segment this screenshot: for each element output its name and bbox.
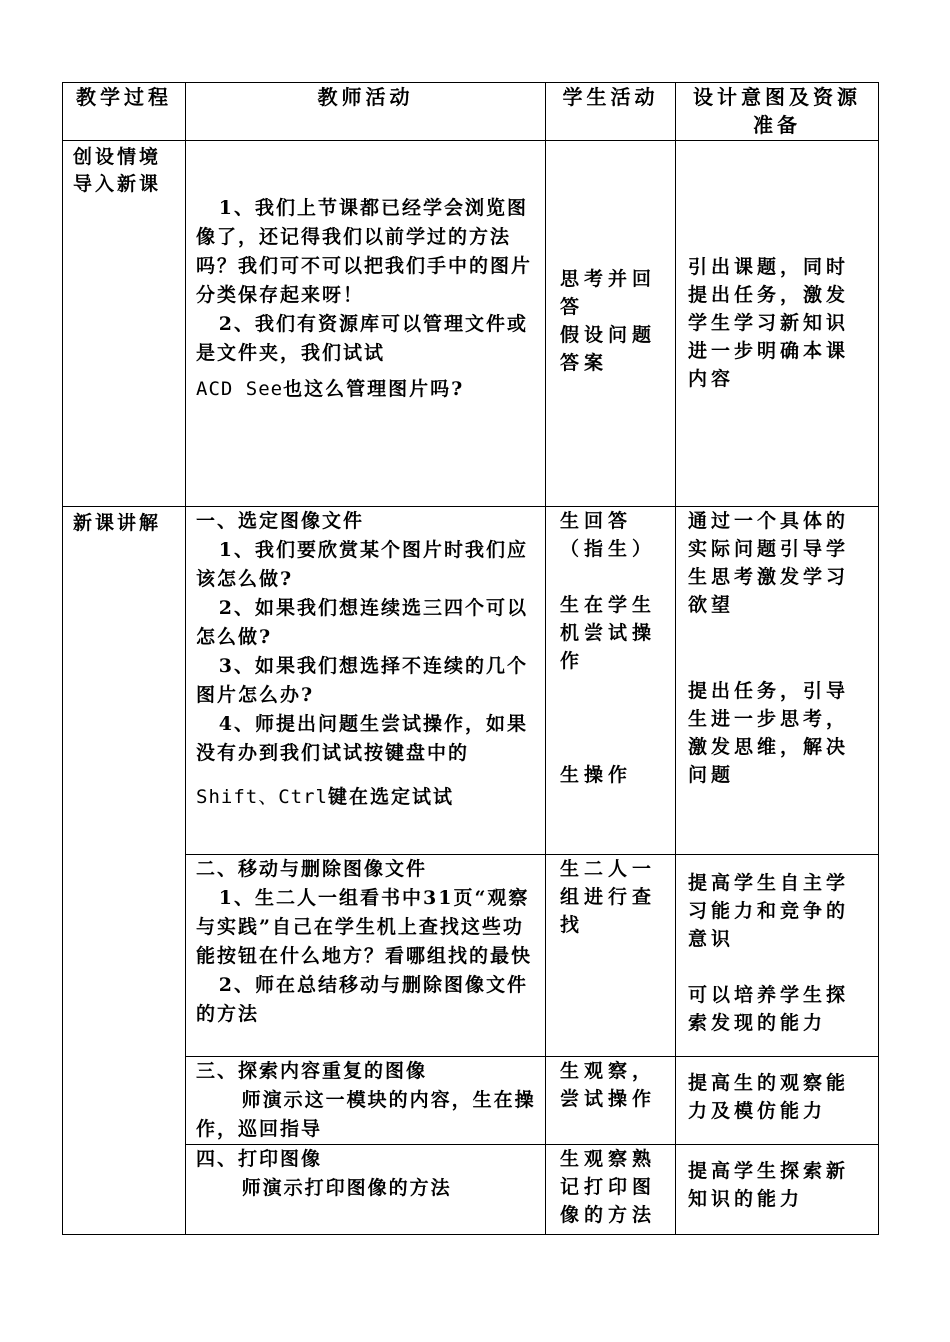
table-row-move-delete [63, 855, 879, 1057]
student-activity-move [546, 855, 676, 1057]
design-text: 通过一个具体的实际问题引导学生思考激发学习欲望 [688, 510, 850, 616]
teacher-para [196, 710, 537, 826]
design-print [676, 1145, 879, 1235]
header-student: 学生活动 [546, 83, 676, 141]
teacher-title: 三、探索内容重复的图像 [196, 1060, 428, 1082]
teacher-para: 2、师在总结移动与删除图像文件的方法 [196, 974, 529, 1025]
teacher-text: 也这么管理图片吗? [283, 378, 465, 400]
teacher-activity-move [186, 855, 546, 1057]
header-teacher: 教师活动 [186, 83, 546, 141]
teacher-title: 二、移动与删除图像文件 [196, 858, 428, 880]
table-row-duplicate [63, 1057, 879, 1145]
design-text: 可以培养学生探索发现的能力 [688, 984, 850, 1034]
student-text: 生操作 [560, 764, 633, 786]
design-text: 提出任务，引导生进一步思考，激发思维，解决问题 [688, 680, 850, 786]
design-text: 提高生的观察能力及模仿能力 [688, 1072, 850, 1122]
lesson-plan-table [62, 82, 879, 1235]
table-row-intro [63, 141, 879, 507]
student-activity-duplicate [546, 1057, 676, 1145]
student-activity-print [546, 1145, 676, 1235]
header-row [63, 83, 879, 141]
student-text: 生回答（指生） [560, 510, 657, 560]
teacher-para: 2、如果我们想连续选三四个可以怎么做? [196, 597, 529, 648]
stage-new-lesson: 新课讲解 [63, 507, 186, 1235]
header-process: 教学过程 [63, 83, 186, 141]
student-text: 生观察熟记打印图像的方法 [560, 1148, 657, 1226]
table-row-print [63, 1145, 879, 1235]
header-design: 设计意图及资源准备 [676, 83, 879, 141]
teacher-activity-select [186, 507, 546, 855]
student-text: 生在学生机尝试操作 [560, 594, 657, 672]
design-text: 引出课题，同时提出任务，激发学生学习新知识进一步明确本课内容 [688, 256, 850, 390]
design-intro [676, 141, 879, 507]
design-move [676, 855, 879, 1057]
stage-intro: 创设情境导入新课 [63, 141, 186, 507]
teacher-para: 师演示这一模块的内容，生在操作，巡回指导 [196, 1089, 536, 1140]
student-activity-intro [546, 141, 676, 507]
student-text: 生二人一组进行查找 [560, 858, 657, 936]
teacher-activity-intro [186, 141, 546, 507]
teacher-title: 一、选定图像文件 [196, 510, 365, 532]
teacher-text: 键在选定试试 [327, 786, 454, 808]
teacher-para: 1、我们要欣赏某个图片时我们应该怎么做? [196, 539, 529, 590]
student-text: 生观察，尝试操作 [560, 1060, 657, 1110]
design-select [676, 507, 879, 855]
design-duplicate [676, 1057, 879, 1145]
software-name: ACD See [196, 378, 284, 400]
teacher-activity-duplicate [186, 1057, 546, 1145]
student-text: 思考并回答 [560, 268, 657, 318]
teacher-para: 师演示打印图像的方法 [241, 1177, 452, 1199]
teacher-para: 1、我们上节课都已经学会浏览图像了，还记得我们以前学过的方法吗？我们可不可以把我们手中的图片分类保存起来呀！ [196, 197, 533, 306]
teacher-text: 4、师提出问题生尝试操作，如果没有办到我们试试按键盘中的 [196, 713, 529, 764]
teacher-para: 1、生二人一组看书中31页“观察与实践”自己在学生机上查找这些功能按钮在什么地方？看哪组找的最快 [196, 887, 533, 967]
student-text: 假设问题答案 [560, 324, 657, 374]
table-row-select [63, 507, 879, 855]
teacher-para: 2、我们有资源库可以管理文件或是文件夹，我们试试 [196, 313, 529, 364]
teacher-para [196, 375, 537, 404]
key-names: Shift、Ctrl [196, 786, 328, 808]
design-text: 提高学生自主学习能力和竞争的意识 [688, 872, 850, 950]
teacher-title: 四、打印图像 [196, 1148, 323, 1170]
student-activity-select [546, 507, 676, 855]
design-text: 提高学生探索新知识的能力 [688, 1160, 850, 1210]
teacher-activity-print [186, 1145, 546, 1235]
teacher-para: 3、如果我们想选择不连续的几个图片怎么办? [196, 655, 529, 706]
